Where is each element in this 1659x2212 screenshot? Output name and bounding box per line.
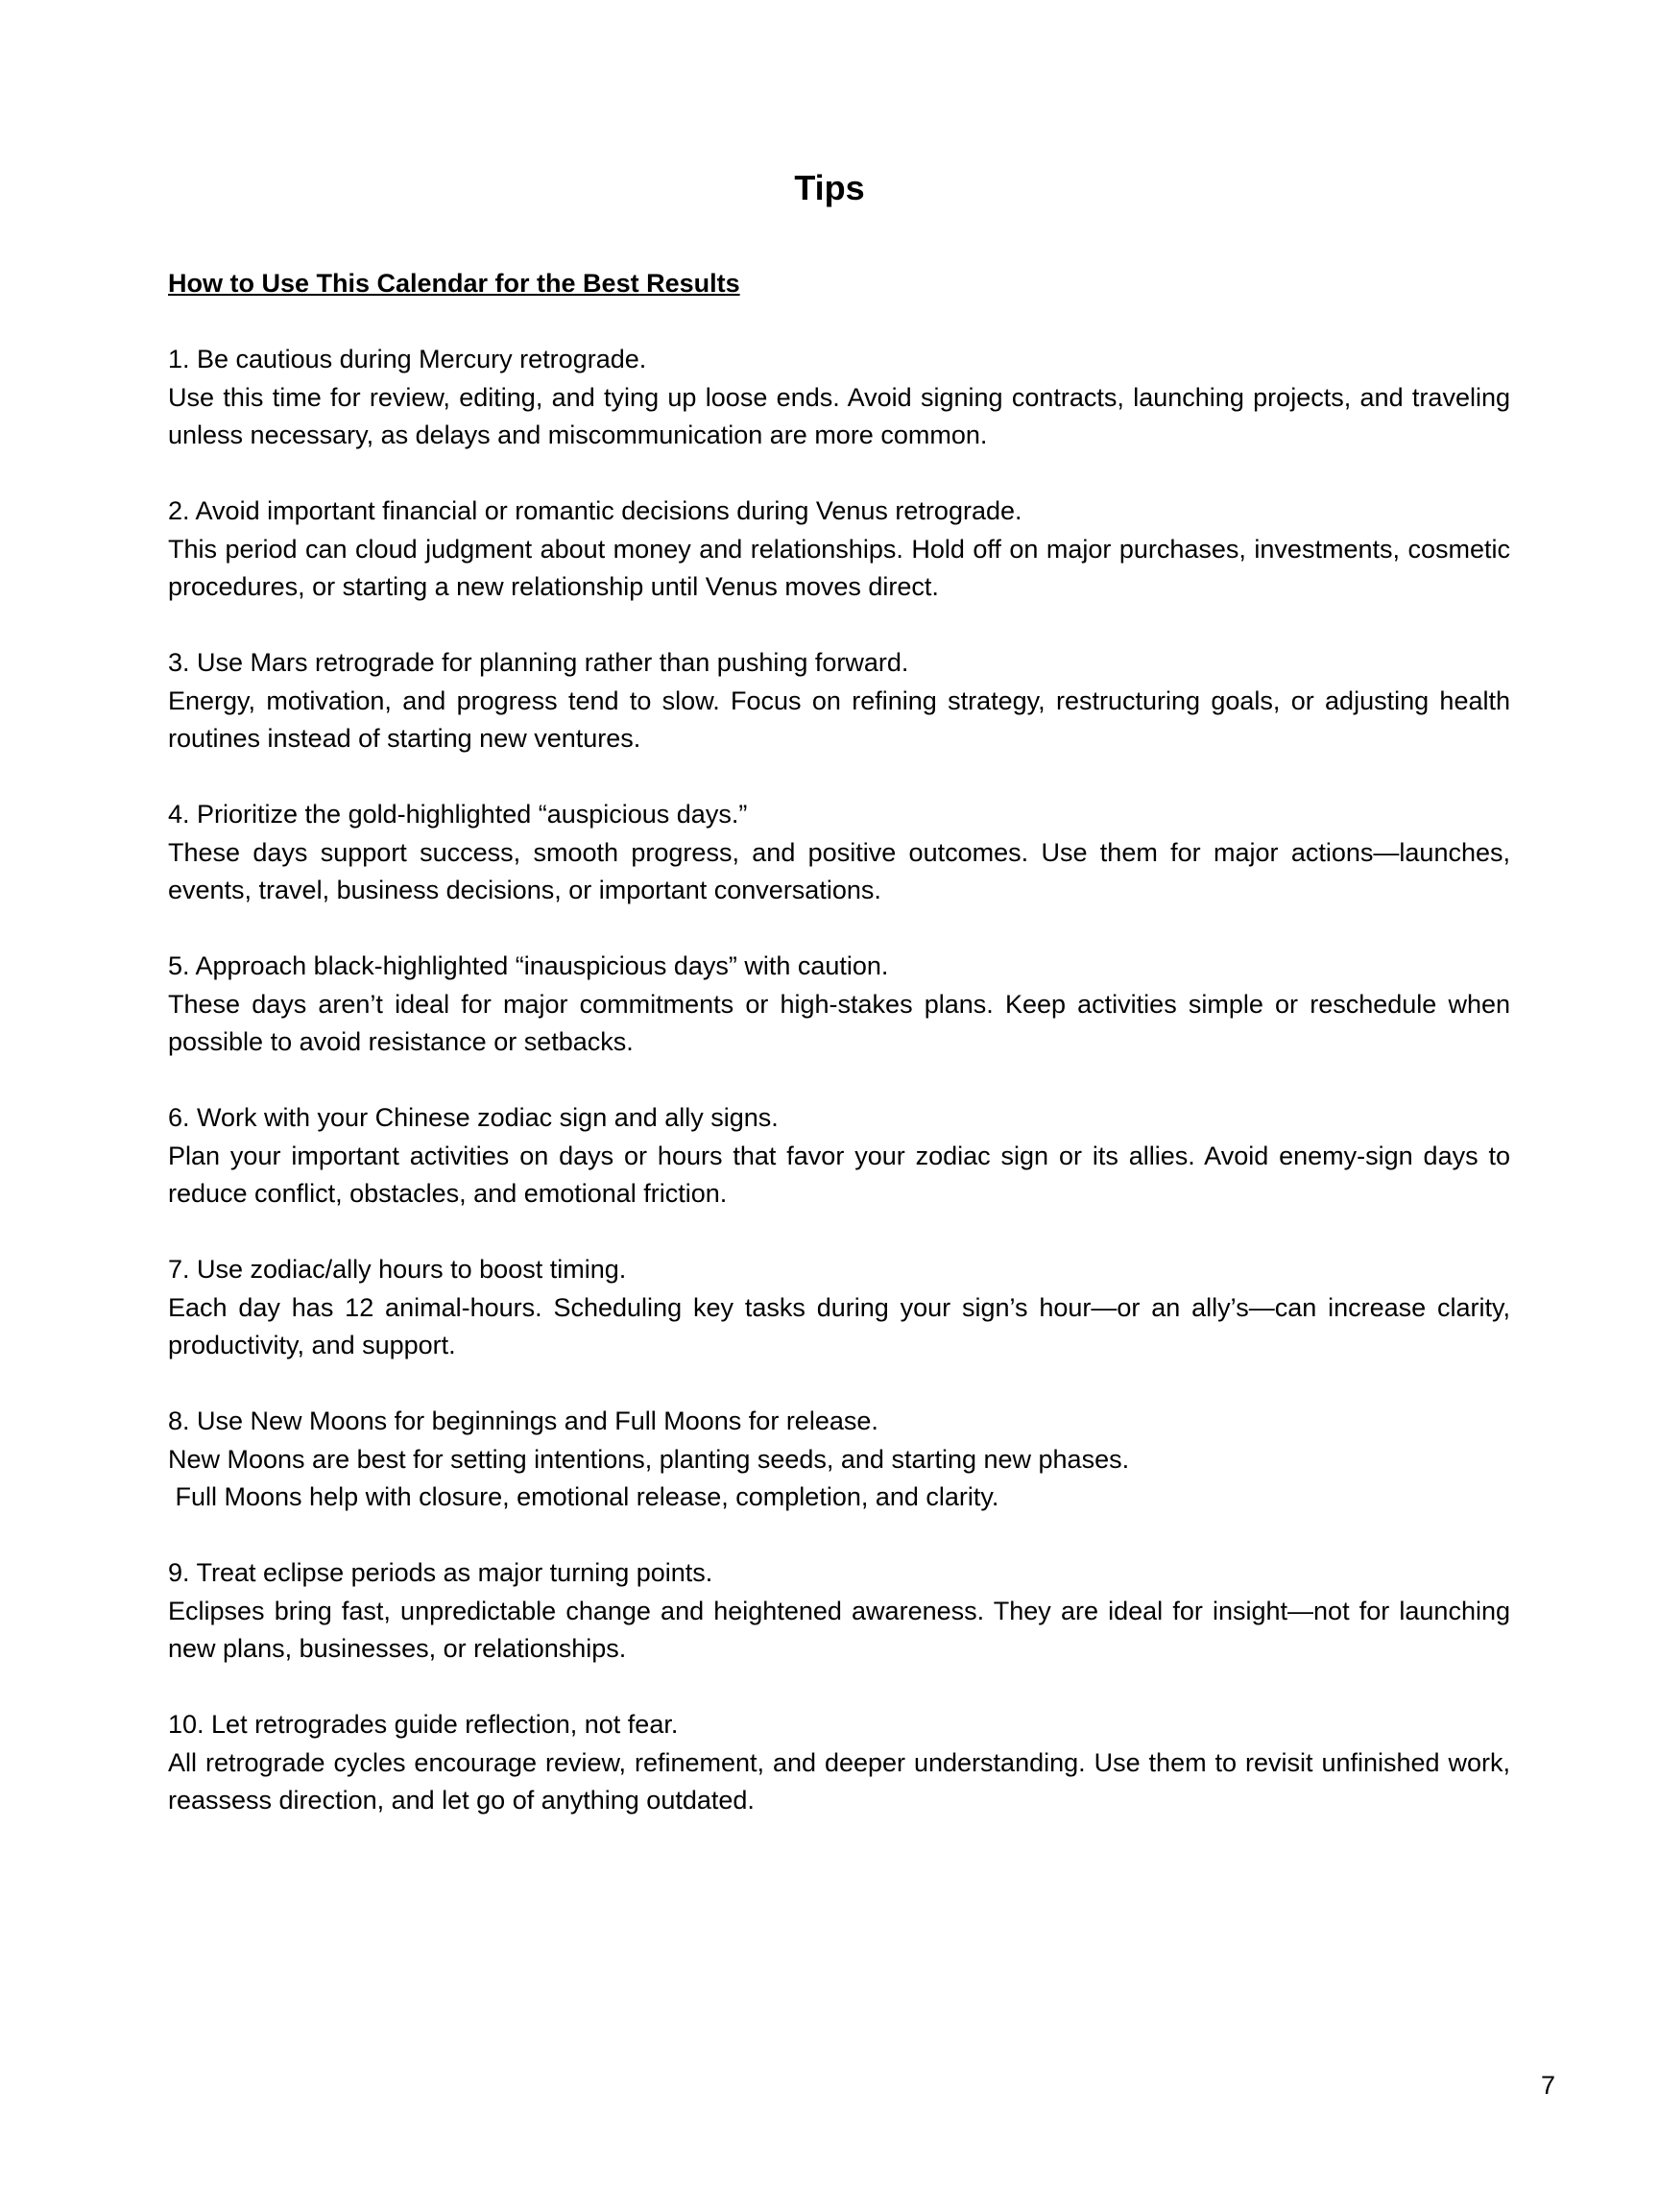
tip-heading: 6. Work with your Chinese zodiac sign and ally signs. <box>168 1103 779 1132</box>
tip-body: Each day has 12 animal-hours. Scheduling key tasks during your sign’s hour—or an ally’s—can increase clarity, productivity, and support. <box>168 1292 1510 1359</box>
page-title: Tips <box>794 168 865 207</box>
tip-body-line: New Moons are best for setting intentions, planting seeds, and starting new phases. <box>168 1444 1130 1474</box>
tip-heading: 5. Approach black-highlighted “inauspicious days” with caution. <box>168 951 889 980</box>
tip-heading: 3. Use Mars retrograde for planning rather than pushing forward. <box>168 648 909 677</box>
tip-item <box>168 948 1510 1062</box>
tip-body: Plan your important activities on days or hours that favor your zodiac sign or its allies. Avoid enemy-sign days to reduce conflict, obstacles, and emotional friction. <box>168 1141 1510 1208</box>
page-number: 7 <box>1540 2071 1555 2100</box>
tip-item <box>168 796 1510 910</box>
tip-item <box>168 644 1510 758</box>
tips-content <box>168 265 1510 1858</box>
tip-heading: 7. Use zodiac/ally hours to boost timing. <box>168 1255 627 1284</box>
tip-body: These days support success, smooth progress, and positive outcomes. Use them for major actions—launches, events, travel, business decisions, or important conversations. <box>168 837 1510 904</box>
tip-heading: 4. Prioritize the gold-highlighted “auspicious days.” <box>168 800 748 829</box>
tip-heading: 1. Be cautious during Mercury retrograde. <box>168 345 647 373</box>
tip-body: These days aren’t ideal for major commitments or high-stakes plans. Keep activities simple or reschedule when possible to avoid resistance or setbacks. <box>168 989 1510 1056</box>
tip-body: Eclipses bring fast, unpredictable change and heightened awareness. They are ideal for insight—not for launching new plans, businesses, or relationships. <box>168 1596 1510 1663</box>
tip-item <box>168 493 1510 607</box>
tip-body-line: Full Moons help with closure, emotional release, completion, and clarity. <box>168 1482 999 1511</box>
tip-item <box>168 1403 1510 1517</box>
tip-body: Use this time for review, editing, and tying up loose ends. Avoid signing contracts, launching projects, and traveling unless necessary, as delays and miscommunication are more common. <box>168 382 1510 449</box>
tip-body: All retrograde cycles encourage review, refinement, and deeper understanding. Use them to revisit unfinished work, reassess direction, and let go of anything outdated. <box>168 1747 1510 1815</box>
tip-item <box>168 1251 1510 1365</box>
tip-heading: 9. Treat eclipse periods as major turning points. <box>168 1558 713 1587</box>
tip-body: This period can cloud judgment about money and relationships. Hold off on major purchases, investments, cosmetic procedures, or starting a new relationship until Venus moves direct. <box>168 534 1510 601</box>
tip-item <box>168 1554 1510 1669</box>
tip-heading: 2. Avoid important financial or romantic decisions during Venus retrograde. <box>168 496 1022 525</box>
tip-body: Energy, motivation, and progress tend to slow. Focus on refining strategy, restructuring goals, or adjusting health routines instead of starting new ventures. <box>168 685 1510 753</box>
tip-heading: 10. Let retrogrades guide reflection, not fear. <box>168 1710 679 1739</box>
tip-item <box>168 1099 1510 1214</box>
tip-item <box>168 341 1510 455</box>
section-subtitle: How to Use This Calendar for the Best Results <box>168 269 740 298</box>
tip-heading: 8. Use New Moons for beginnings and Full Moons for release. <box>168 1407 878 1435</box>
tip-item <box>168 1706 1510 1820</box>
